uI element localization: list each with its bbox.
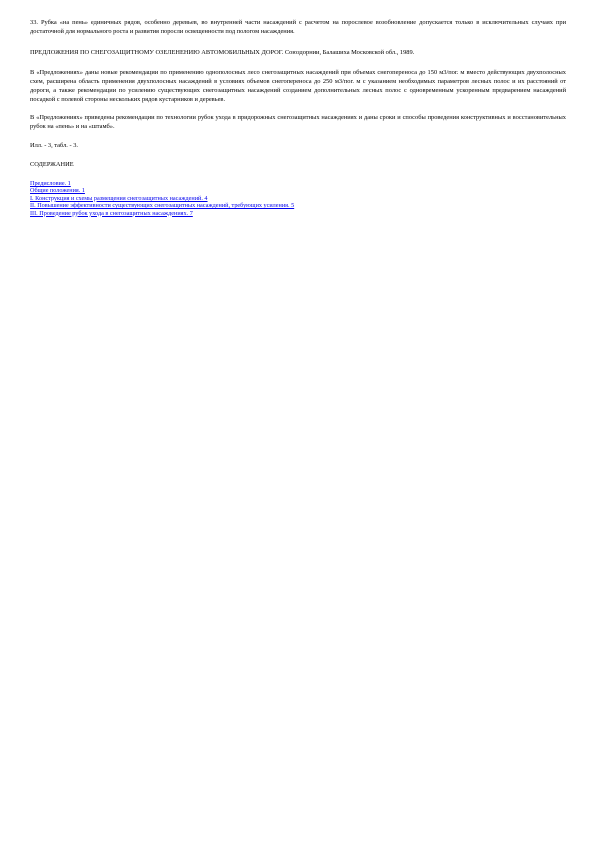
document-page	[30, 18, 566, 217]
illustrations-count: Илл. - 3, табл. - 3.	[30, 142, 79, 149]
toc-link-section-2[interactable]: II. Повышение эффективности существующих снегозащитных насаждений, требующих усиления. 5	[30, 202, 295, 210]
toc-link-preface[interactable]: Предисловие. 1	[30, 180, 71, 187]
toc-title: СОДЕРЖАНИЕ	[30, 161, 74, 168]
toc-link-general[interactable]: Общие положения. 1	[30, 187, 85, 195]
paragraph-technology: В «Предложениях» приведены рекомендации по технологии рубок ухода в придорожных снегозащитных насаждениях и даны сроки и способы проведения конструктивных и восстановительных рубок на «пень» и на «штамб».	[30, 114, 566, 130]
toc-link-section-1[interactable]: I. Конструкция и схемы размещения снегозащитных насаждений. 4	[30, 194, 208, 202]
toc-item	[30, 202, 566, 209]
table-of-contents	[30, 180, 566, 217]
publication-heading: ПРЕДЛОЖЕНИЯ ПО СНЕГОЗАЩИТНОМУ ОЗЕЛЕНЕНИЮ АВТОМОБИЛЬНЫХ ДОРОГ. Союздорнии, Балашиха Московской обл., 1989.	[30, 49, 415, 56]
toc-item	[30, 180, 566, 187]
toc-item	[30, 187, 566, 194]
paragraph-rubka: 33. Рубка «на пень» единичных рядов, особенно деревьев, во внутренней части насаждений с расчетом на порослевое возобновление допускается только в исключительных случаях при достаточной для нормального роста и развития поросли освещенности под пологом насаждения.	[30, 19, 566, 35]
toc-item	[30, 195, 566, 202]
paragraph-recommendations: В «Предложениях» даны новые рекомендации по применению однополосных лесо снегозащитных насаждений при объемах снегопереноса до 150 м3/пог. м вместо действующих двухполосных схем, расширена область применения двухполосных насаждений в условиях объемов снегопереноса до 250 м3/пог. м с указанием необходимых параметров лесных полос и их расстояний от дороги, а также рекомендации по усилению существующих снегозащитных насаждений созданием дополнительных лесных полос с одновременным ускоренным предварением насаждений посадкой с полевой стороны нескольких рядов кустарников и деревьев.	[30, 69, 566, 103]
toc-item	[30, 210, 566, 217]
toc-link-section-3[interactable]: III. Проведение рубок ухода в снегозащитных насаждениях. 7	[30, 209, 193, 217]
